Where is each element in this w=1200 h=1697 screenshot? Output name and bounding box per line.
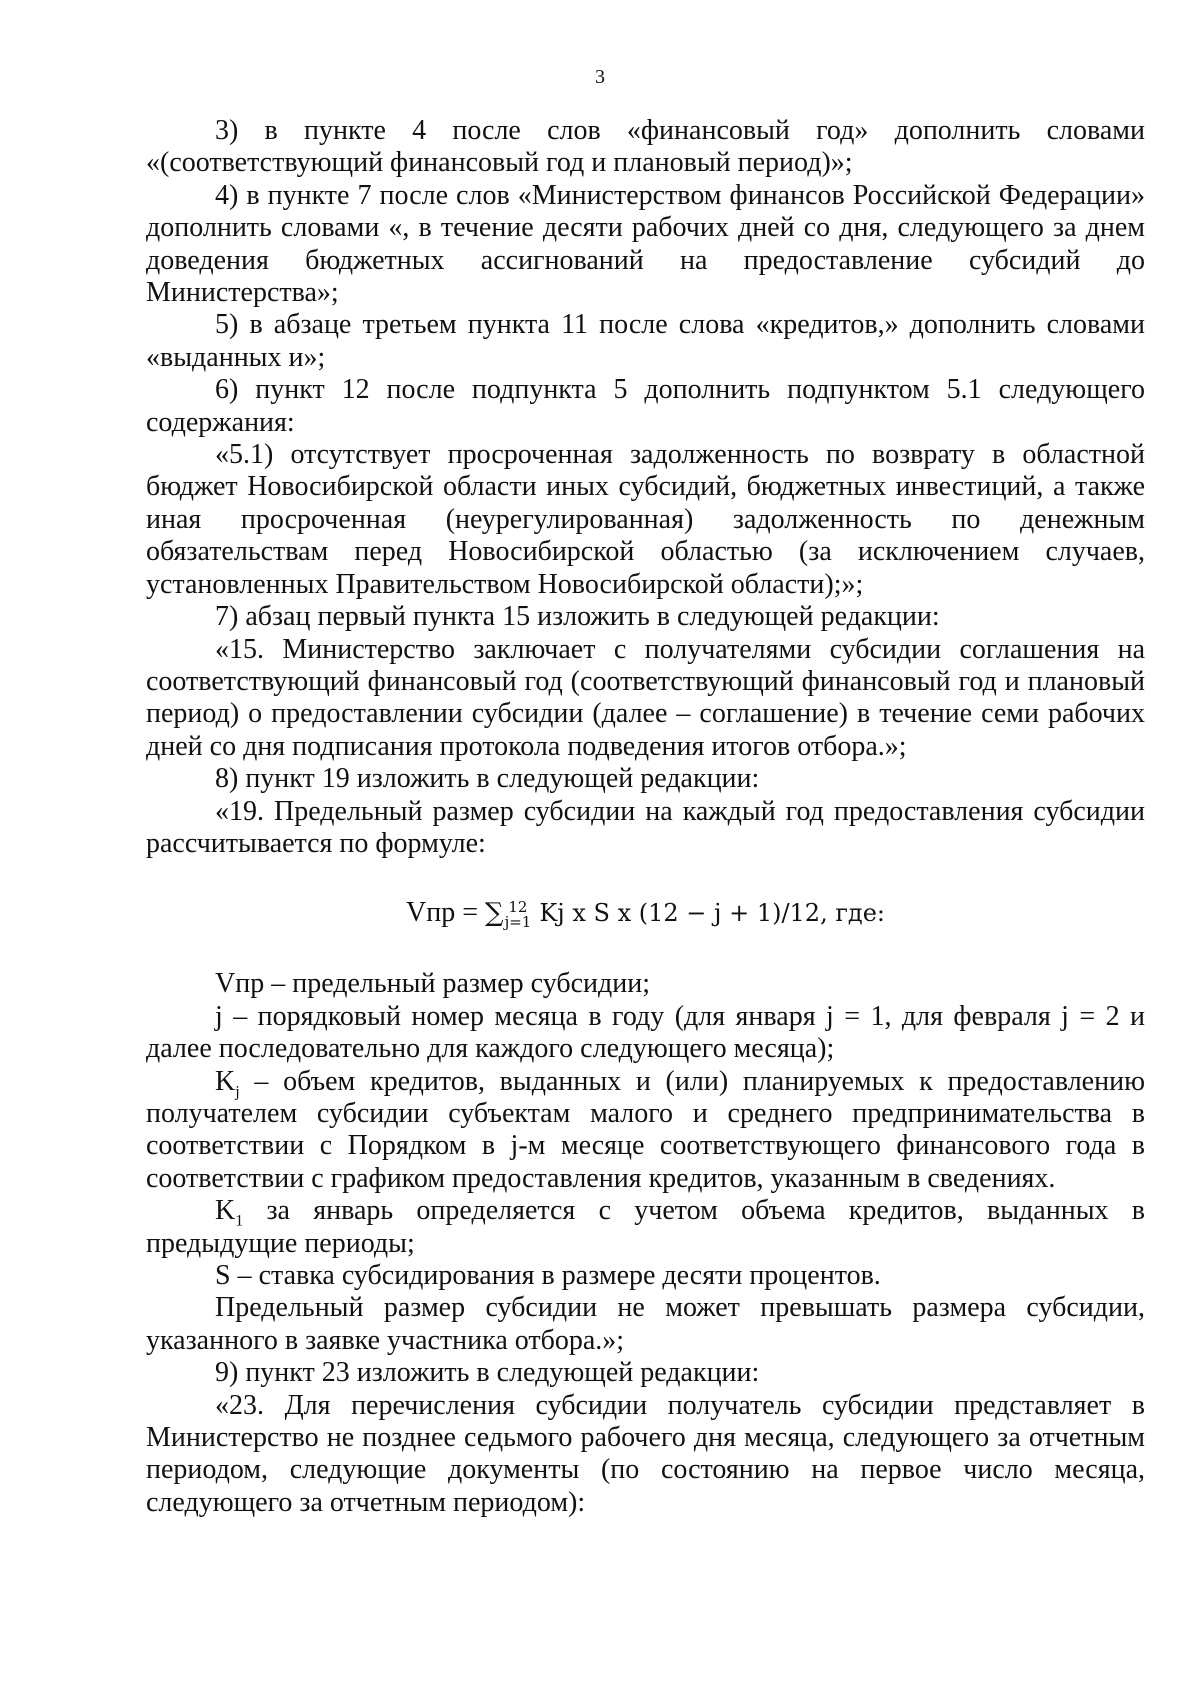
paragraph-vpr-definition: Vпр – предельный размер субсидии; <box>215 968 651 1000</box>
paragraph-j-definition: j – порядковый номер месяца в году (для января j = 1, для февраля j = 2 и далее последовательно для каждого следующего месяца); <box>146 1000 1145 1065</box>
sum-lower-limit: j=1 <box>504 913 532 932</box>
paragraph-item-3: 3) в пункте 4 после слов «финансовый год» дополнить словами «(соответствующий финансовый год и плановый период)»; <box>146 115 1145 179</box>
paragraph-limit-note: Предельный размер субсидии не может превышать размера субсидии, указанного в заявке участника отбора.»; <box>146 1292 1145 1356</box>
kj-subscript: j <box>235 1083 240 1101</box>
sum-limits <box>505 900 532 930</box>
k1-text: за январь определяется с учетом объема кредитов, выданных в предыдущие периоды; <box>146 1195 1145 1259</box>
paragraph-item-6: 6) пункт 12 после подпункта 5 дополнить подпунктом 5.1 следующего содержания: <box>146 374 1145 438</box>
formula-lhs: Vпр = <box>406 897 485 929</box>
paragraph-kj-definition <box>146 1066 1145 1196</box>
paragraph-clause-19: «19. Предельный размер субсидии на каждый год предоставления субсидии рассчитывается по формуле: <box>146 795 1145 859</box>
formula-body-part-3: , где: <box>820 899 885 928</box>
paragraph-s-definition: S – ставка субсидирования в размере десяти процентов. <box>215 1260 881 1291</box>
paragraph-clause-15: «15. Министерство заключает с получателями субсидии соглашения на соответствующий финансовый год (соответствующий финансовый год и плановый период) о предоставлении субсидии (далее – соглашение) в течение семи рабочих дней со дня подписания протокола подведения итогов отбора.»; <box>146 633 1145 762</box>
paragraph-clause-23: «23. Для перечисления субсидии получатель субсидии представляет в Министерство не позднее седьмого рабочего дня месяца, следующего за отчетным периодом, следующие документы (по состоянию на первое число месяца, следующего за отчетным периодом): <box>146 1389 1145 1518</box>
paragraph-item-5: 5) в абзаце третьем пункта 11 после слова «кредитов,» дополнить словами «выданных и»; <box>146 309 1145 373</box>
paragraph-item-8: 8) пункт 19 изложить в следующей редакции: <box>215 763 760 795</box>
paragraph-item-4: 4) в пункте 7 после слов «Министерством финансов Российской Федерации» дополнить словами «, в течение десяти рабочих дней со дня, следующего за днем доведения бюджетных ассигнований на предоставление субсидий до Министерства»; <box>146 179 1145 309</box>
formula-body-part-2: (12 − j + 1)/12 <box>638 899 821 928</box>
kj-text: – объем кредитов, выданных и (или) планируемых к предоставлению получателем субсидии субъектам малого и среднего предпринимательства в соответствии с Порядком в j-м месяце соответствующего финансового года в соответствии с графиком предоставления кредитов, указанным в сведениях. <box>146 1065 1145 1194</box>
page-number: 3 <box>595 66 605 88</box>
subsidy-formula <box>146 897 1145 930</box>
paragraph-subitem-5-1: «5.1) отсутствует просроченная задолженность по возврату в областной бюджет Новосибирской области иных субсидий, бюджетных инвестиций, а также иная просроченная (неурегулированная) задолженность по денежным обязательствам перед Новосибирской областью (за исключением случаев, установленных Правительством Новосибирской области);»; <box>146 439 1145 600</box>
formula-body-part-1: Kj x S x <box>539 899 639 928</box>
sum-upper-limit: 12 <box>508 898 528 917</box>
document-body <box>146 115 1145 1519</box>
kj-symbol: K <box>215 1065 236 1097</box>
paragraph-item-7: 7) абзац первый пункта 15 изложить в следующей редакции: <box>215 601 940 633</box>
sum-symbol: ∑ <box>485 898 504 929</box>
paragraph-k1-definition <box>146 1195 1145 1260</box>
k1-subscript: 1 <box>235 1212 244 1230</box>
k1-symbol: K <box>215 1195 236 1227</box>
paragraph-item-9: 9) пункт 23 изложить в следующей редакции: <box>215 1357 760 1389</box>
